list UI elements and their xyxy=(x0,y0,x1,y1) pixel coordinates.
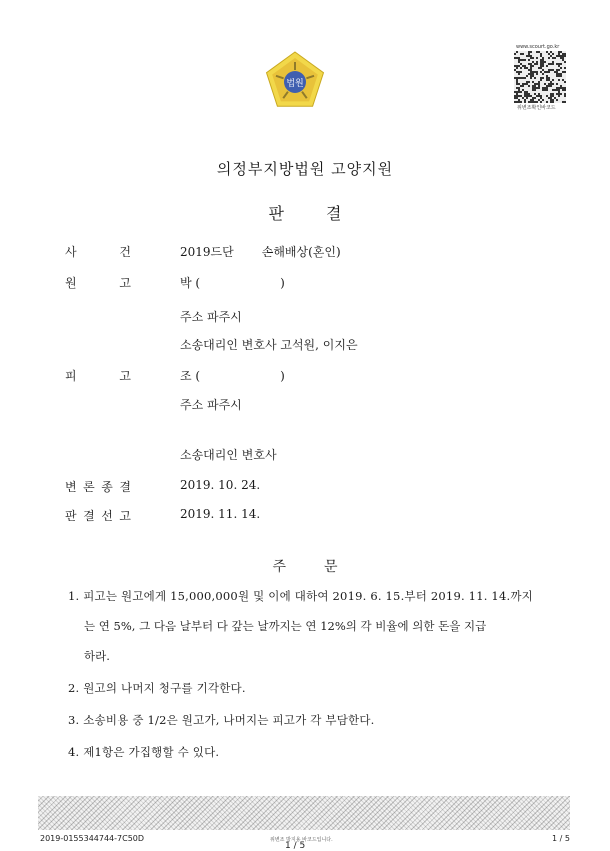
party-value-text: 소송대리인 변호사 고석원, 이지은 xyxy=(180,338,358,352)
party-value xyxy=(180,336,358,353)
party-value-suffix: 손해배상(혼인) xyxy=(261,245,341,259)
order-item-line xyxy=(68,712,375,728)
party-value xyxy=(180,243,341,260)
party-label xyxy=(65,507,131,524)
party-value xyxy=(180,396,242,413)
party-label xyxy=(65,478,131,495)
svg-text:법원: 법원 xyxy=(286,79,304,89)
party-label-char: 사 xyxy=(65,245,77,259)
party-value xyxy=(180,308,242,325)
party-value-text: 2019. 11. 14. xyxy=(180,507,261,521)
party-value-text: 주소 파주시 xyxy=(180,310,242,324)
order-item-line xyxy=(68,680,246,696)
party-label-char: 원 xyxy=(65,276,77,290)
footer-note: 위변조 방지용 바코드입니다. xyxy=(270,837,333,843)
party-label-char: 결 xyxy=(119,480,131,494)
party-value xyxy=(180,446,277,463)
party-label-char: 변 xyxy=(65,480,77,494)
party-label-char: 피 xyxy=(65,369,77,383)
order-item-text: 제1항은 가집행할 수 있다. xyxy=(83,745,220,759)
page-number-center: 1 / 5 xyxy=(285,841,306,851)
party-label-char: 고 xyxy=(119,276,131,290)
order-item-number: 4. xyxy=(68,745,84,759)
court-name: 의정부지방법원 고양지원 xyxy=(216,160,394,178)
party-value xyxy=(180,367,285,384)
party-label-char: 종 xyxy=(101,480,113,494)
order-item-text: 소송비용 중 1/2은 원고가, 나머지는 피고가 각 부담한다. xyxy=(83,713,375,727)
party-label xyxy=(65,367,131,384)
party-label-char: 고 xyxy=(119,369,131,383)
party-label-char: 건 xyxy=(119,245,131,259)
party-label-char: 결 xyxy=(83,509,95,523)
party-value xyxy=(180,274,285,291)
party-value xyxy=(180,507,260,521)
page-number-right: 1 / 5 xyxy=(552,834,570,843)
party-value-text: 소송대리인 변호사 xyxy=(180,448,277,462)
order-item-number: 1. xyxy=(68,589,84,603)
party-label xyxy=(65,243,131,260)
order-item-text: 는 연 5%, 그 다음 날부터 다 갚는 날까지는 연 12%의 각 비율에 의한 돈을 지급 xyxy=(84,619,487,633)
party-label-char: 선 xyxy=(101,509,113,523)
party-value-suffix: ) xyxy=(280,276,285,290)
qr-code-icon[interactable] xyxy=(514,51,566,103)
court-seal-icon xyxy=(262,48,328,114)
party-label-char: 고 xyxy=(119,509,131,523)
order-item-number: 2. xyxy=(68,681,84,695)
party-value-text: 2019드단 xyxy=(180,245,234,259)
party-label-char: 론 xyxy=(83,480,95,494)
order-title: 주문 xyxy=(272,559,376,575)
document-title: 판결 xyxy=(268,204,384,223)
party-label-char: 판 xyxy=(65,509,77,523)
order-item-line xyxy=(68,588,533,604)
party-value-text: 박 ( xyxy=(180,276,201,290)
party-label xyxy=(65,274,131,291)
order-item-text: 원고의 나머지 청구를 기각한다. xyxy=(83,681,246,695)
order-item-line xyxy=(84,648,110,664)
order-item-line xyxy=(84,618,486,634)
order-item-text: 피고는 원고에게 15,000,000원 및 이에 대하여 2019. 6. 15.부터 2019. 11. 14.까지 xyxy=(83,589,533,603)
party-value-text: 2019. 10. 24. xyxy=(180,478,261,492)
party-value-text: 주소 파주시 xyxy=(180,398,242,412)
qr-caption: 위변조확인바코드 xyxy=(517,105,556,111)
party-value-suffix: ) xyxy=(280,369,285,383)
qr-url: www.scourt.go.kr xyxy=(516,44,560,50)
anti-forgery-band xyxy=(38,796,570,830)
order-item-line xyxy=(68,744,219,760)
party-value xyxy=(180,478,260,492)
order-item-text: 하라. xyxy=(84,649,110,663)
order-item-number: 3. xyxy=(68,713,84,727)
party-value-text: 조 ( xyxy=(180,369,201,383)
document-id: 2019-0155344744-7C50D xyxy=(40,834,145,843)
